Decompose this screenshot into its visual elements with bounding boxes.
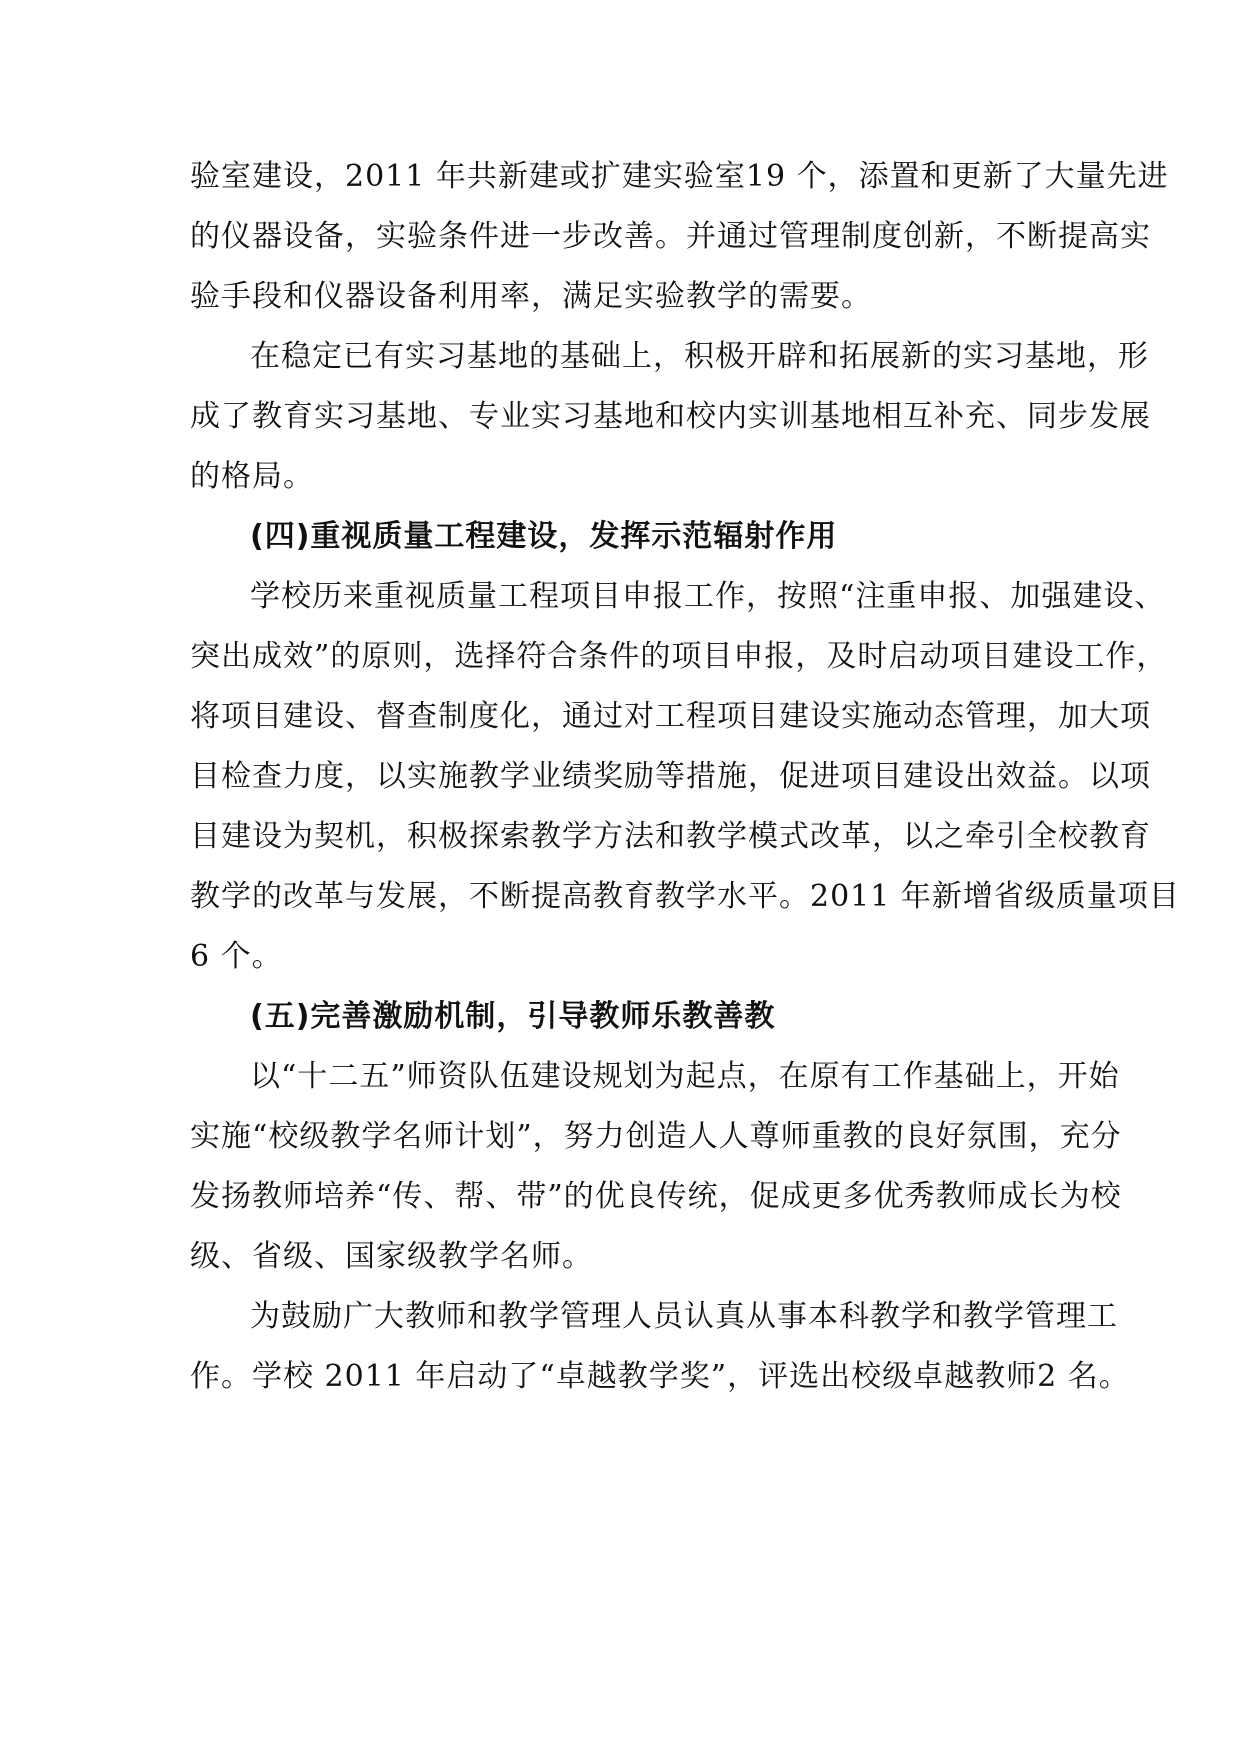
body-text-line: 验室建设，2011 年共新建或扩建实验室19 个，添置和更新了大量先进	[190, 159, 1169, 194]
body-text-line: 将项目建设、督查制度化，通过对工程项目建设实施动态管理，加大项	[190, 699, 1151, 734]
body-text-line: 的仪器设备，实验条件进一步改善。并通过管理制度创新，不断提高实	[190, 219, 1151, 254]
body-text-line: 作。学校 2011 年启动了“卓越教学奖”，评选出校级卓越教师2 名。	[190, 1359, 1130, 1394]
body-text-line: 突出成效”的原则，选择符合条件的项目申报，及时启动项目建设工作，	[190, 639, 1168, 674]
paragraph-start-line: 为鼓励广大教师和教学管理人员认真从事本科教学和教学管理工	[250, 1299, 1118, 1334]
section-heading-4: (四)重视质量工程建设，发挥示范辐射作用	[250, 519, 838, 554]
body-text-line: 发扬教师培养“传、帮、带”的优良传统，促成更多优秀教师成长为校	[190, 1179, 1122, 1214]
body-text-line: 成了教育实习基地、专业实习基地和校内实训基地相互补充、同步发展	[190, 399, 1151, 434]
paragraph-start-line: 在稳定已有实习基地的基础上，积极开辟和拓展新的实习基地，形	[250, 339, 1149, 374]
body-text-line: 级、省级、国家级教学名师。	[190, 1239, 593, 1274]
paragraph-start-line: 学校历来重视质量工程项目申报工作，按照“注重申报、加强建设、	[250, 579, 1166, 614]
body-text-line: 教学的改革与发展，不断提高教育教学水平。2011 年新增省级质量项目	[190, 879, 1180, 914]
body-text-line: 6 个。	[190, 939, 283, 974]
body-text-line: 验手段和仪器设备利用率，满足实验教学的需要。	[190, 279, 872, 314]
body-text-line: 目检查力度，以实施教学业绩奖励等措施，促进项目建设出效益。以项	[190, 759, 1151, 794]
body-text-line: 的格局。	[190, 459, 314, 494]
section-heading-5: (五)完善激励机制，引导教师乐教善教	[250, 999, 776, 1034]
body-text-line: 实施“校级教学名师计划”，努力创造人人尊师重教的良好氛围，充分	[190, 1119, 1122, 1154]
body-text-line: 目建设为契机，积极探索教学方法和教学模式改革，以之牵引全校教育	[190, 819, 1151, 854]
paragraph-start-line: 以“十二五”师资队伍建设规划为起点，在原有工作基础上，开始	[250, 1059, 1120, 1094]
